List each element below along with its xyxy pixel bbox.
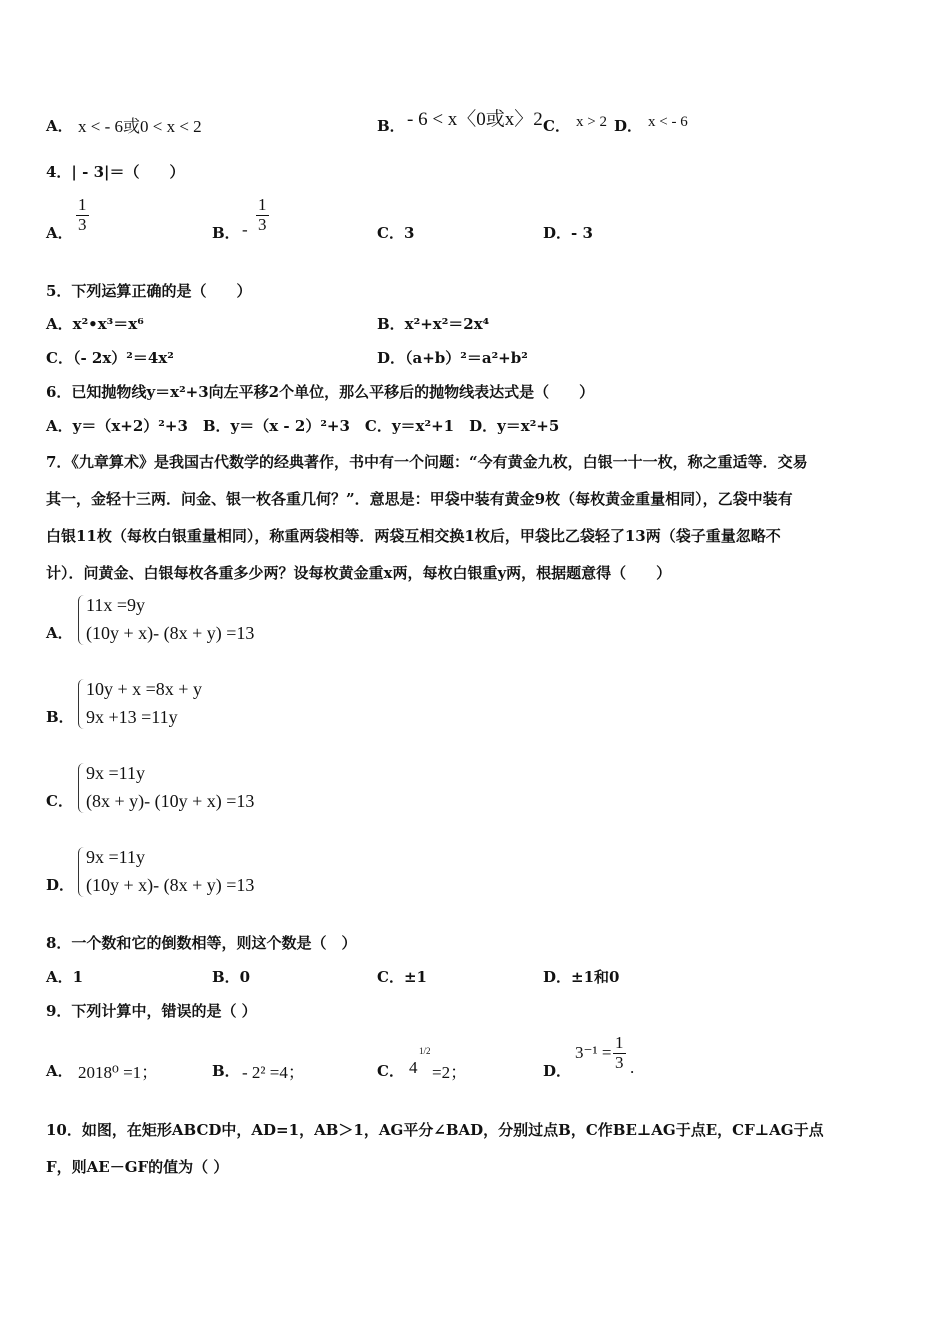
q5-option-d: D．（a+b）²＝a²+b² (377, 349, 528, 367)
q4-b-numerator: 1 (258, 195, 267, 214)
q9-option-c-rest: =2； (432, 1063, 468, 1082)
q7-option-d-system (78, 847, 338, 903)
q7-d-equation-1: 9x =11y (86, 847, 145, 867)
q9-option-d-lhs: 3⁻¹ = (575, 1043, 612, 1062)
q9-option-c-exponent: 1/2 (419, 1046, 431, 1056)
q3-option-c-label: C． (543, 117, 570, 135)
q7-c-equation-1: 9x =11y (86, 763, 145, 783)
q6-options: A．y＝（x+2）²+3 B．y＝（x - 2）²+3 C．y＝x²+1 D．y＝x²+5 (46, 417, 560, 435)
q6-stem: 6．已知抛物线y＝x²+3向左平移2个单位，那么平移后的抛物线表达式是（ ） (46, 383, 595, 401)
q7-c-equation-2: (8x + y)- (10y + x) =13 (86, 791, 255, 811)
q4-option-b-fraction (256, 196, 269, 234)
q7-stem-line-3: 白银11枚（每枚白银重量相同），称重两袋相等．两袋互相交换1枚后，甲袋比乙袋轻了13两（袋子重量忽略不 (46, 527, 781, 545)
q9-stem: 9．下列计算中，错误的是（ ） (46, 1002, 257, 1020)
q4-option-c: C．3 (377, 224, 415, 242)
q7-option-c-system (78, 763, 338, 819)
q5-option-a: A．x²•x³＝x⁶ (46, 315, 144, 333)
q7-a-equation-1: 11x =9y (86, 595, 145, 615)
q3-option-b-label: B． (377, 117, 405, 135)
q7-option-c-label: C． (46, 792, 73, 810)
q3-option-b-expr: - 6 < x〈0或x〉2 (407, 109, 543, 130)
q10-stem-line-2: F，则AE－GF的值为（ ） (46, 1158, 229, 1176)
q7-d-equation-2: (10y + x)- (8x + y) =13 (86, 875, 255, 895)
q7-stem-line-1: 7．《九章算术》是我国古代数学的经典著作，书中有一个问题：“今有黄金九枚，白银一十一枚，称之重适等．交易 (46, 453, 808, 471)
q9-option-c-label: C． (377, 1062, 404, 1080)
q5-stem: 5．下列运算正确的是（ ） (46, 282, 252, 300)
brace-icon (78, 595, 85, 645)
q5-option-c: C．（- 2x）²＝4x² (46, 349, 174, 367)
q9-option-d-fraction (613, 1034, 626, 1072)
q7-option-d-label: D． (46, 876, 75, 894)
brace-icon (78, 847, 85, 897)
q7-b-equation-2: 9x +13 =11y (86, 707, 178, 727)
q7-option-b-label: B． (46, 708, 74, 726)
q9-d-numerator: 1 (615, 1033, 624, 1052)
q7-stem-line-4: 计）．问黄金、白银每枚各重多少两？设每枚黄金重x两，每枚白银重y两，根据题意得（ ） (46, 564, 672, 582)
q7-a-equation-2: (10y + x)- (8x + y) =13 (86, 623, 255, 643)
q4-option-b-label: B． (212, 224, 240, 242)
q4-option-a-fraction (76, 196, 89, 234)
q9-option-c-base: 4 (409, 1058, 418, 1077)
q9-option-b-expr: - 2² =4； (242, 1063, 305, 1082)
q10-stem-line-1: 10．如图，在矩形ABCD中，AD=1，AB＞1，AG平分∠BAD，分别过点B，C作BE⊥AG于点E，CF⊥AG于点 (46, 1121, 824, 1139)
q9-option-a-expr: 2018⁰ =1； (78, 1063, 159, 1082)
brace-icon (78, 679, 85, 729)
q3-option-a-label: A． (46, 117, 73, 135)
q9-option-b-label: B． (212, 1062, 240, 1080)
q4-option-b-sign: - (242, 220, 248, 239)
q4-option-d: D．- 3 (543, 224, 593, 242)
q4-option-a-label: A． (46, 224, 73, 242)
q7-option-b-system (78, 679, 338, 735)
q4-b-denominator: 3 (258, 214, 267, 234)
q7-stem-line-2: 其一，金轻十三两．问金、银一枚各重几何？”．意思是：甲袋中装有黄金9枚（每枚黄金重量相同），乙袋中装有 (46, 490, 793, 508)
q4-a-denominator: 3 (78, 214, 87, 234)
brace-icon (78, 763, 85, 813)
q7-option-a-system (78, 595, 338, 651)
q4-stem: 4．| - 3|＝（ ） (46, 163, 185, 181)
q3-option-c-expr: x > 2 (576, 114, 607, 130)
q3-option-d-label: D． (614, 117, 643, 135)
q9-d-denominator: 3 (615, 1052, 624, 1072)
q8-option-a: A．1 (46, 968, 84, 986)
q8-stem: 8．一个数和它的倒数相等，则这个数是（ ） (46, 934, 357, 952)
q3-option-d-expr: x < - 6 (648, 114, 688, 130)
q8-option-c: C．±1 (377, 968, 427, 986)
q3-option-a-expr: x < - 6或0 < x < 2 (78, 117, 202, 136)
q9-option-d-period: . (630, 1058, 635, 1077)
q4-a-numerator: 1 (78, 195, 87, 214)
q8-option-b: B．0 (212, 968, 251, 986)
q7-option-a-label: A． (46, 624, 73, 642)
q8-option-d: D．±1和0 (543, 968, 620, 986)
q7-b-equation-1: 10y + x =8x + y (86, 679, 202, 699)
q5-option-b: B．x²+x²＝2x⁴ (377, 315, 490, 333)
q9-option-a-label: A． (46, 1062, 73, 1080)
q9-option-d-label: D． (543, 1062, 572, 1080)
